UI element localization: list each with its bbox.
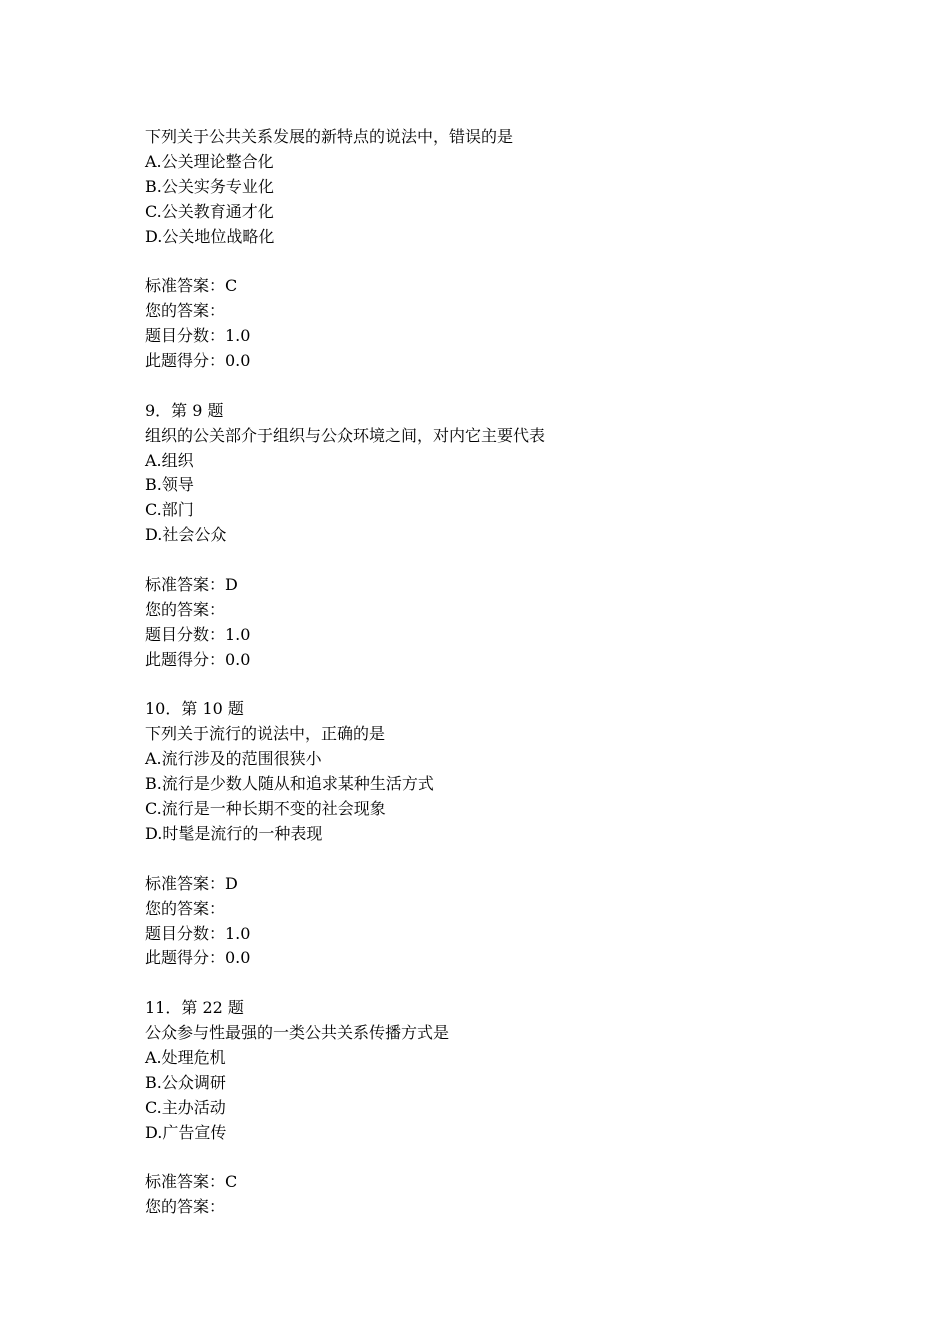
option-a: A.组织 [145, 450, 194, 470]
spacer [145, 249, 905, 274]
option-c: C.流行是一种长期不变的社会现象 [145, 799, 386, 819]
question-stem: 下列关于公共关系发展的新特点的说法中，错误的是 [145, 127, 514, 146]
question-stem: 下列关于流行的说法中，正确的是 [145, 724, 386, 744]
option-d: D.时髦是流行的一种表现 [145, 823, 323, 843]
option-b: B.公众调研 [145, 1072, 226, 1092]
your-answer: 您的答案： [145, 898, 226, 918]
earned-score: 此题得分：0.0 [145, 649, 251, 669]
question-score: 题目分数：1.0 [145, 923, 251, 943]
question-heading: 10．第 10 题 [145, 699, 244, 719]
option-b: B.流行是少数人随从和追求某种生活方式 [145, 774, 434, 794]
option-a: A.处理危机 [145, 1047, 226, 1067]
your-answer: 您的答案： [145, 599, 226, 619]
question-heading: 11．第 22 题 [145, 998, 244, 1018]
question-block [145, 399, 905, 698]
standard-answer: 标准答案：D [145, 575, 238, 595]
earned-score: 此题得分：0.0 [145, 948, 251, 968]
option-d: D.社会公众 [145, 525, 227, 545]
spacer [145, 548, 905, 573]
option-c: C.主办活动 [145, 1097, 226, 1117]
option-c: C.部门 [145, 500, 194, 520]
option-a: A.公关理论整合化 [145, 151, 274, 171]
option-b: B.公关实务专业化 [145, 176, 274, 196]
standard-answer: 标准答案：D [145, 873, 238, 893]
spacer [145, 971, 905, 996]
question-score: 题目分数：1.0 [145, 326, 251, 346]
earned-score: 此题得分：0.0 [145, 351, 251, 371]
spacer [145, 374, 905, 399]
your-answer: 您的答案： [145, 1197, 226, 1217]
option-d: D.广告宣传 [145, 1122, 227, 1142]
spacer [145, 1146, 905, 1171]
question-heading: 9．第 9 题 [145, 400, 224, 420]
spacer [145, 673, 905, 698]
question-score: 题目分数：1.0 [145, 624, 251, 644]
your-answer: 您的答案： [145, 301, 226, 321]
standard-answer: 标准答案：C [145, 1172, 238, 1192]
option-d: D.公关地位战略化 [145, 226, 275, 246]
question-stem: 公众参与性最强的一类公共关系传播方式是 [145, 1023, 450, 1043]
standard-answer: 标准答案：C [145, 276, 238, 296]
question-block [145, 125, 905, 399]
document-page [145, 125, 905, 1220]
option-a: A.流行涉及的范围很狭小 [145, 749, 322, 769]
question-block [145, 697, 905, 996]
question-block [145, 996, 905, 1220]
question-stem: 组织的公关部介于组织与公众环境之间，对内它主要代表 [145, 425, 546, 445]
option-b: B.领导 [145, 475, 194, 495]
spacer [145, 847, 905, 872]
option-c: C.公关教育通才化 [145, 201, 274, 221]
